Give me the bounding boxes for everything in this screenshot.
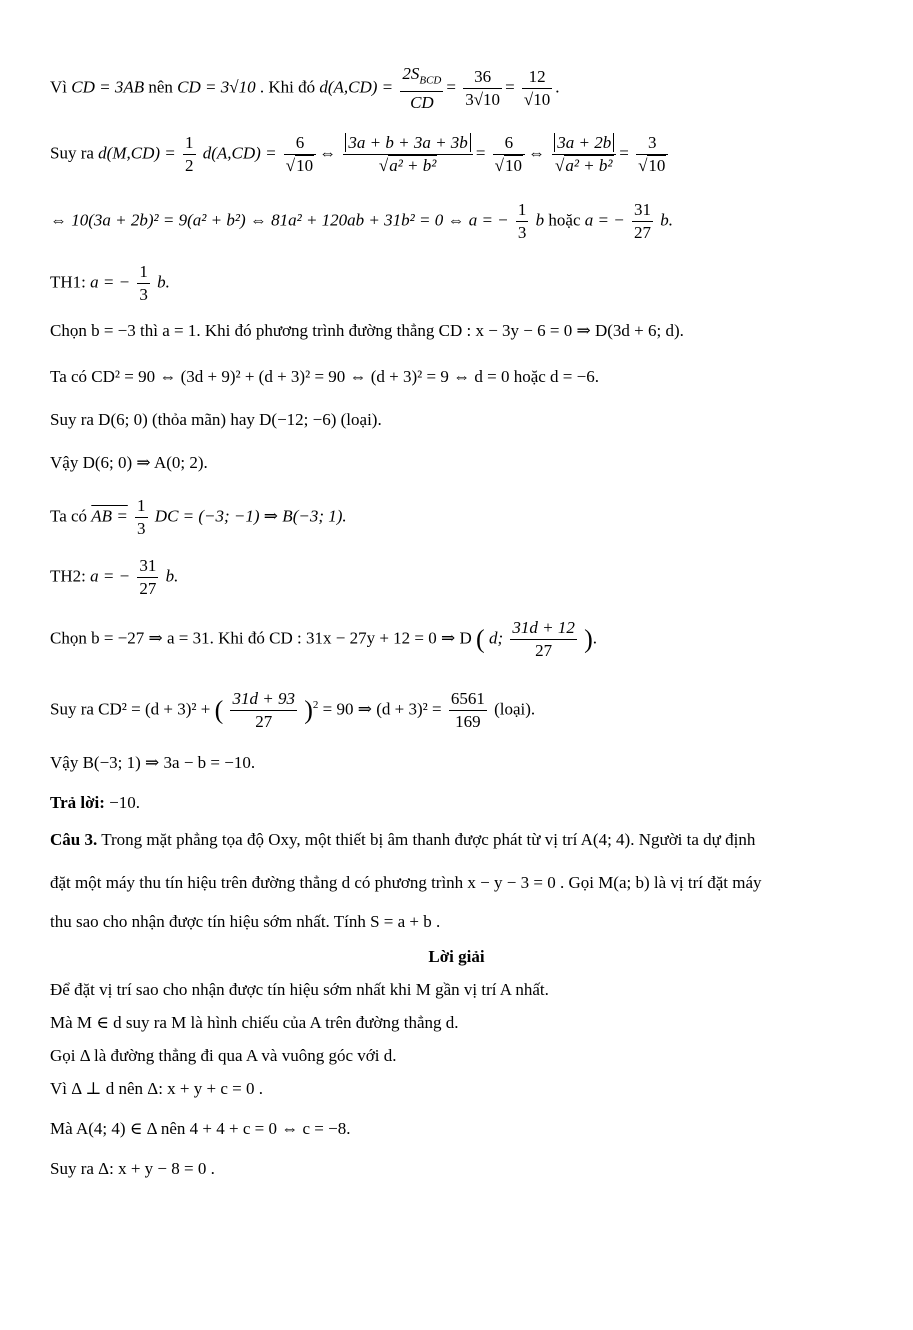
fraction [516, 200, 529, 243]
answer-value: −10. [109, 793, 140, 812]
fraction-numerator: 6 [284, 133, 316, 155]
math: d(A,CD) = [319, 77, 394, 97]
case2-line-3: Vậy B(−3; 1) ⇒ 3a − b = −10. [50, 753, 256, 772]
fraction [183, 133, 196, 176]
case1-line-3: Suy ra D(6; 0) (thỏa mãn) hay D(−12; −6) (loại). [50, 410, 382, 429]
fraction-numerator: 1 [135, 496, 148, 518]
fraction: $\frac{6}{√10}$ [284, 133, 316, 176]
fraction-numerator: 1 [137, 262, 150, 284]
fraction [137, 556, 158, 599]
solution3-line-6: Suy ra Δ: x + y − 8 = 0 . [50, 1159, 215, 1178]
text: Ta có [50, 506, 88, 526]
question3-line-1 [50, 829, 873, 851]
text: hoặc [548, 210, 581, 230]
math: d(M,CD) = [98, 143, 176, 163]
fraction-denominator: 2 [185, 156, 194, 175]
fraction-denominator: a² + b² [389, 156, 437, 175]
fraction-denominator: 10 [648, 156, 666, 175]
solution-line-2: Suy ra d(M,CD) = $\frac{1}{2}$ d(A,CD) = $\frac{6}{√10}$ ⇔ $\frac{3a + b + 3a + 3b}{\text{√a² + b²}}$ = $\frac{6}{√10}$ ⇔ $\frac{3a + 2b}{\text{√a² + b²}}$ = $\frac{3}{√10}$ [50, 133, 873, 176]
fraction-denominator: a² + b² [565, 156, 613, 175]
fraction [400, 64, 443, 113]
solution-heading [0, 946, 913, 968]
fraction-numerator: 2S [402, 64, 420, 83]
fraction-denominator: 3 [139, 285, 148, 304]
fraction-denominator: 27 [535, 641, 553, 660]
fraction-denominator: 27 [255, 712, 273, 731]
text: . Khi đó [259, 77, 316, 97]
fraction-numerator: 1 [183, 133, 196, 155]
text: = 90 ⇒ (d + 3)² = [322, 699, 442, 719]
fraction [522, 67, 552, 110]
math: ⇔ 10(3a + 2b)² = 9(a² + b²) ⇔ 81a² + 120ab + 31b² = 0 ⇔ a = − [50, 210, 509, 230]
answer-label: Trả lời: [50, 793, 105, 812]
math: a = − [90, 566, 131, 586]
fraction-denominator: √10 [523, 90, 551, 110]
fraction [137, 262, 150, 305]
fraction [510, 618, 576, 661]
fraction-numerator: 1 [516, 200, 529, 222]
fraction-numerator: 6561 [449, 689, 487, 711]
solution-line-1: Vì CD = 3AB nên CD = 3√10 . Khi đó d(A,CD) = $2S_{BCD}$ CD = $\frac{36}{3√10}$ = $\frac{12}{√10}$ . [50, 64, 560, 113]
text: Suy ra CD² = (d + 3)² + [50, 699, 211, 719]
fraction-denominator: 169 [455, 712, 481, 731]
math: d; [488, 628, 504, 648]
fraction [449, 689, 487, 732]
subscript: BCD [419, 74, 442, 87]
fraction-numerator: 3a + 2b [554, 133, 614, 152]
vector-math: DC = (−3; −1) ⇒ B(−3; 1). [154, 506, 347, 526]
case1-line-1: Chọn b = −3 thì a = 1. Khi đó phương trình đường thẳng CD : x − 3y − 6 = 0 ⇒ D(3d + 6; d). [50, 321, 684, 340]
math: a = − [584, 210, 625, 230]
solution3-line-4: Vì Δ ⊥ d nên Δ: x + y + c = 0 . [50, 1079, 263, 1098]
math: b [535, 210, 545, 230]
fraction-numerator: 31d + 12 [510, 618, 576, 640]
case2-title [50, 556, 873, 599]
math: CD = 3AB [71, 77, 145, 97]
case2-line-1: Chọn b = −27 ⇒ a = 31. Khi đó CD : 31x − 27y + 12 = 0 ⇒ D ( d; $\frac{31d + 12}{27}$ ). [50, 618, 598, 660]
fraction-denominator: 10 [505, 156, 522, 175]
fraction [135, 496, 148, 539]
solution-line-3 [50, 200, 873, 243]
question3-line-2: đặt một máy thu tín hiệu trên đường thẳng d có phương trình x − y − 3 = 0 . Gọi M(a; b) là vị trí đặt máy [50, 873, 762, 892]
math: b. [165, 566, 179, 586]
fraction-denominator: 3 [137, 519, 146, 538]
text: Vì [50, 77, 67, 97]
text: (loại). [494, 699, 536, 719]
fraction-numerator: 31 [632, 200, 653, 222]
case1-title [50, 262, 873, 305]
question-label: Câu 3. [50, 830, 98, 849]
math: a = − [90, 272, 131, 292]
fraction: $\frac{3a + 2b}{\text{√a² + b²}}$ [552, 133, 616, 176]
solution3-line-5: Mà A(4; 4) ∈ Δ nên 4 + 4 + c = 0 ⇔ c = −8. [50, 1119, 351, 1138]
fraction-denominator: 3√10 [465, 90, 501, 110]
math: CD = 3√10 [177, 77, 256, 97]
math: b. [157, 272, 170, 292]
fraction-denominator: 3 [517, 223, 527, 242]
fraction-numerator: 31 [137, 556, 158, 578]
fraction-denominator: CD [410, 93, 434, 113]
answer-line [50, 792, 873, 814]
fraction-numerator: 31d + 93 [230, 689, 296, 711]
case1-line-2: Ta có CD² = 90 ⇔ (3d + 9)² + (d + 3)² = 90 ⇔ (d + 3)² = 9 ⇔ d = 0 hoặc d = −6. [50, 367, 599, 386]
math: d(A,CD) = [202, 143, 277, 163]
fraction-numerator: 3 [636, 133, 668, 155]
text: nên [148, 77, 173, 97]
heading-text: Lời giải [428, 947, 485, 966]
text: TH2: [50, 566, 86, 586]
vector-math: AB = [91, 506, 128, 526]
fraction: $\frac{6}{√10}$ [493, 133, 525, 176]
fraction-denominator: 27 [633, 223, 651, 242]
solution3-line-1: Để đặt vị trí sao cho nhận được tín hiệu sớm nhất khi M gần vị trí A nhất. [50, 980, 549, 999]
case1-line-5 [50, 496, 873, 539]
fraction-denominator: 10 [296, 156, 314, 175]
fraction-denominator: 27 [139, 579, 157, 598]
case2-line-2: Suy ra CD² = (d + 3)² + ( $\frac{31d + 93}{27}$ )$^2$ = 90 ⇒ (d + 3)² = $\frac{6561}{169}$ (loại). [50, 689, 536, 731]
fraction: $\frac{3}{√10}$ [636, 133, 668, 176]
fraction-numerator: 36 [463, 67, 502, 89]
text: TH1: [50, 272, 86, 292]
case1-line-4: Vậy D(6; 0) ⇒ A(0; 2). [50, 453, 208, 472]
solution3-line-2: Mà M ∈ d suy ra M là hình chiếu của A trên đường thẳng d. [50, 1013, 459, 1032]
fraction-numerator: 12 [522, 67, 552, 89]
solution3-line-3: Gọi Δ là đường thẳng đi qua A và vuông góc với d. [50, 1046, 397, 1065]
fraction [230, 689, 296, 732]
fraction: $\frac{3a + b + 3a + 3b}{\text{√a² + b²}}$ [343, 133, 472, 176]
fraction-numerator: 3a + b + 3a + 3b [345, 133, 470, 152]
math: b. [660, 210, 673, 230]
text: Chọn b = −27 ⇒ a = 31. Khi đó CD : 31x − 27y + 12 = 0 ⇒ D [50, 628, 472, 648]
question3-line-3: thu sao cho nhận được tín hiệu sớm nhất. Tính S = a + b . [50, 912, 441, 931]
text: Trong mặt phẳng tọa độ Oxy, một thiết bị âm thanh được phát từ vị trí A(4; 4). Người ta dự định [101, 830, 756, 849]
fraction [463, 67, 502, 110]
text: Suy ra [50, 143, 94, 163]
fraction [632, 200, 653, 243]
fraction-numerator: 6 [493, 133, 525, 155]
